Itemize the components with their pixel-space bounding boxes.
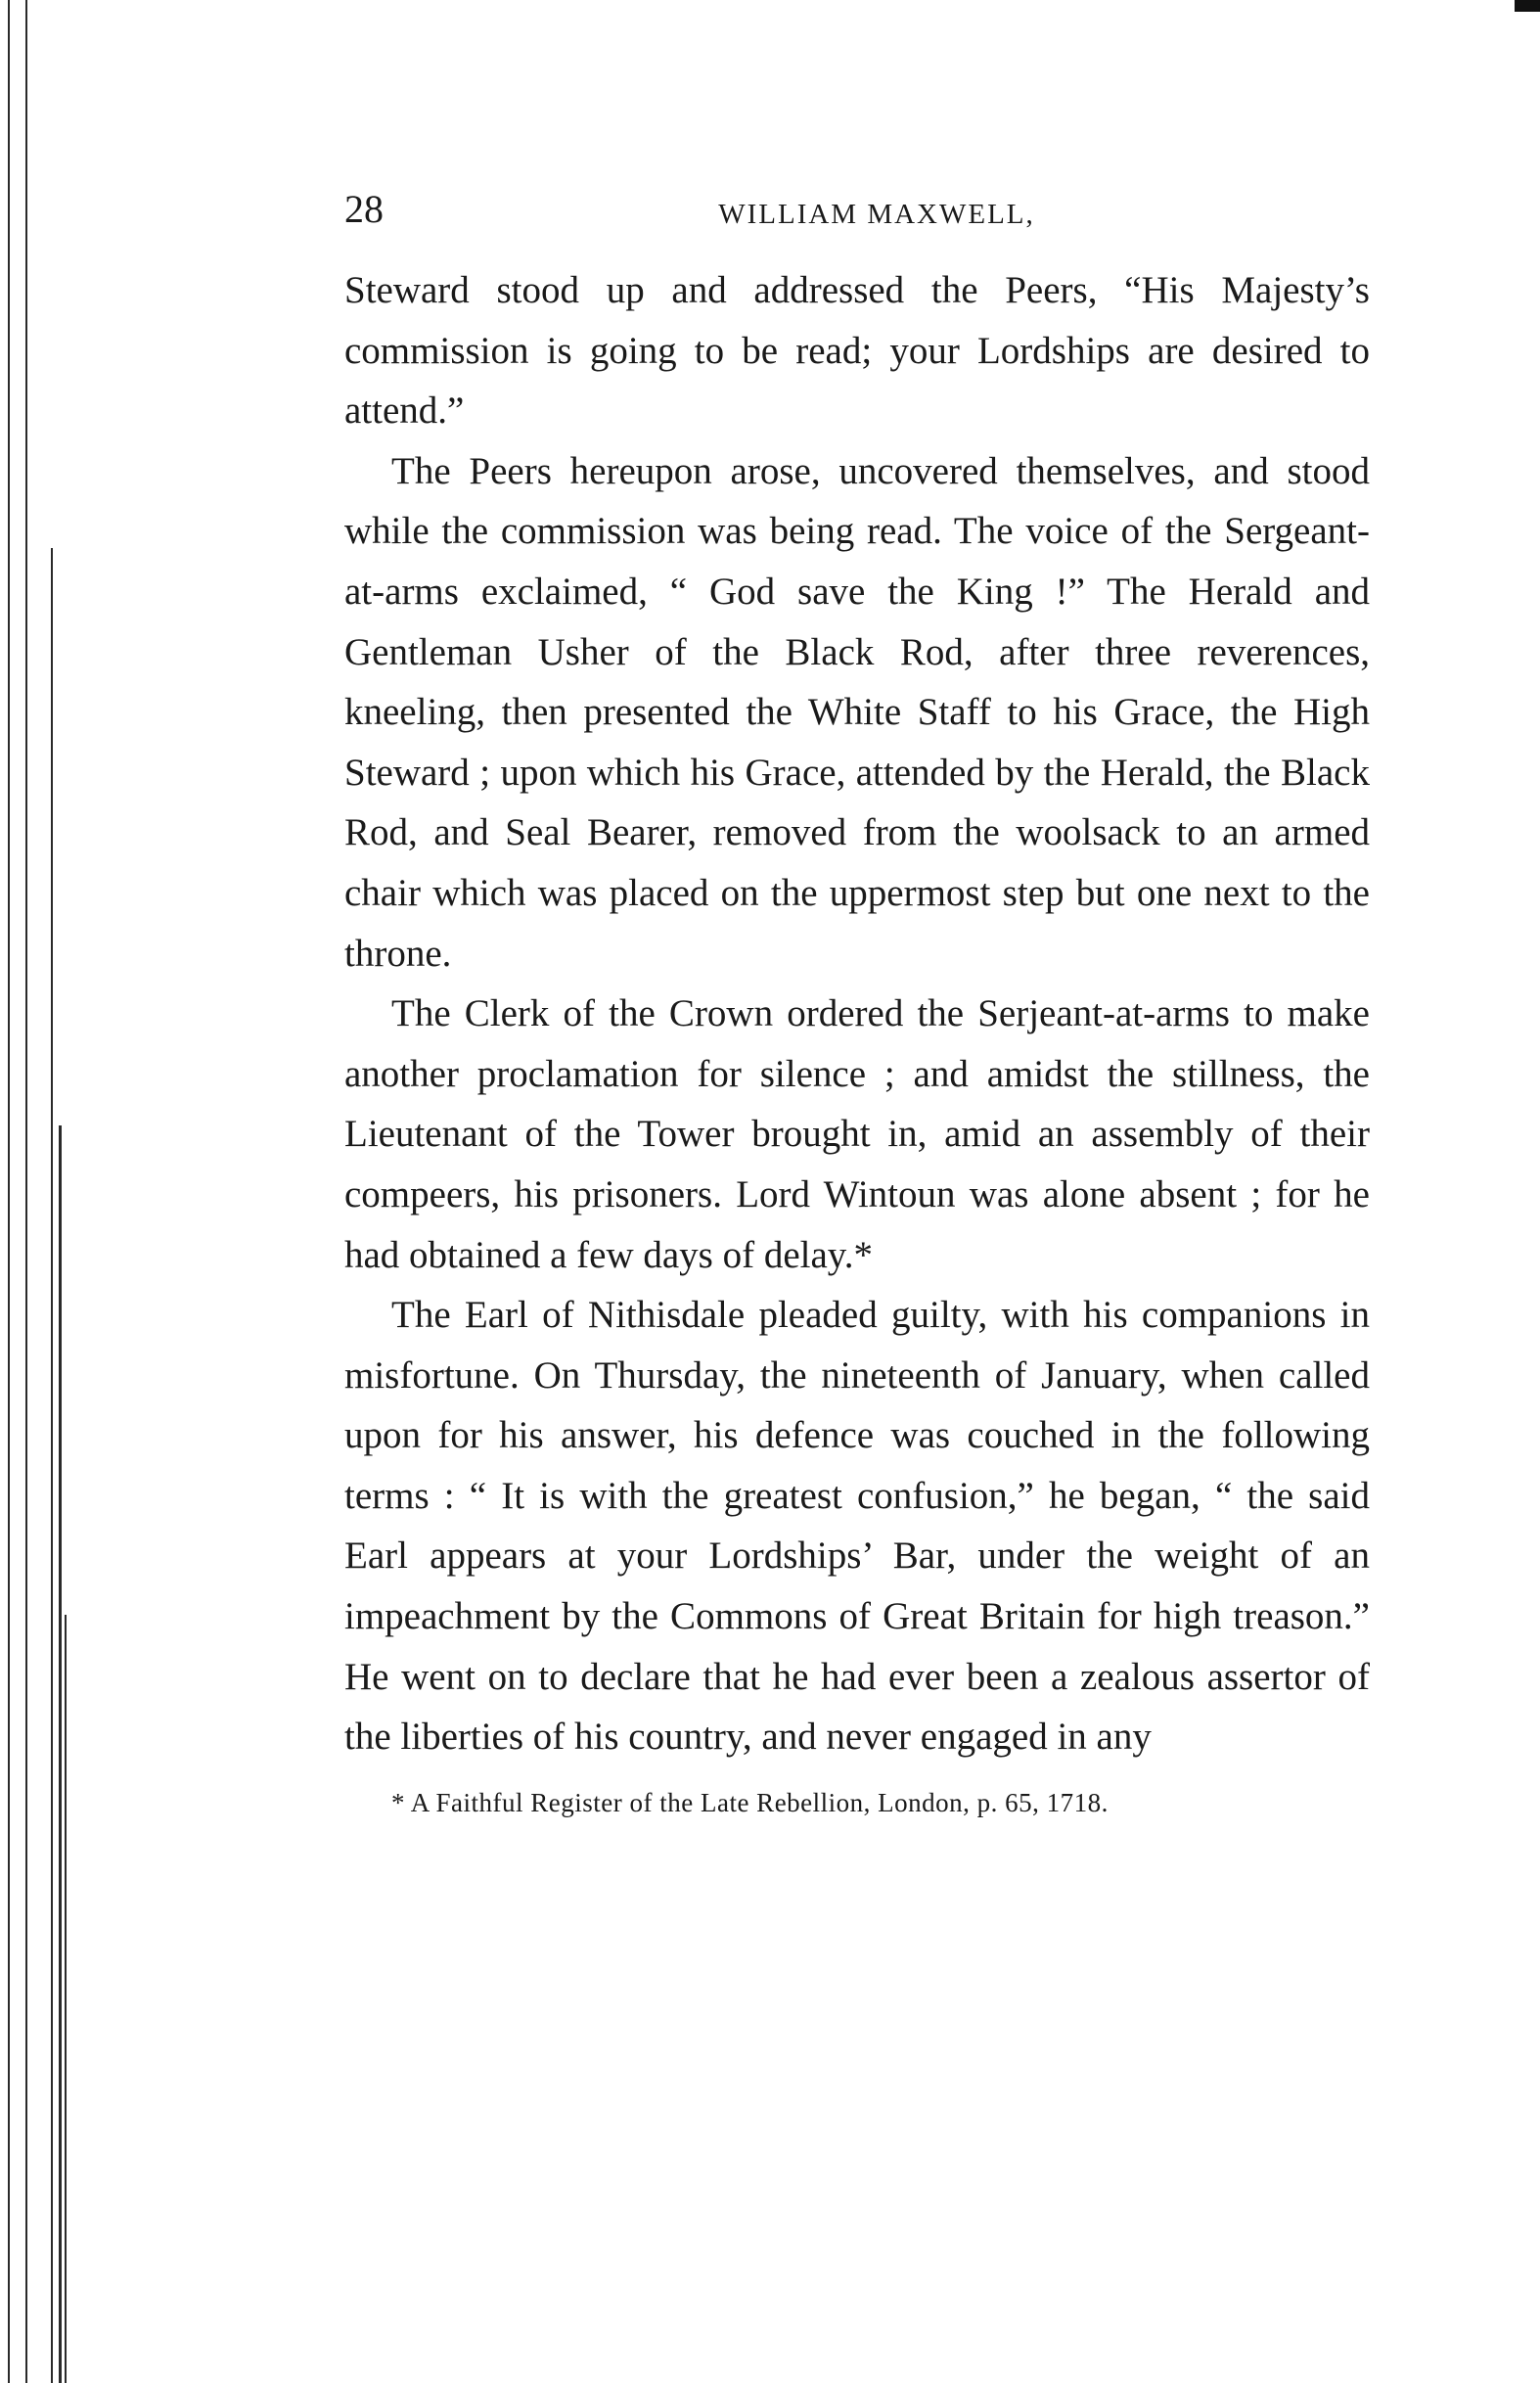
scan-corner-mark — [1515, 0, 1540, 12]
binding-edge-line — [25, 0, 27, 2383]
binding-edge-line — [8, 0, 10, 2383]
book-page — [344, 188, 1370, 1820]
paragraph: The Peers hereupon arose, uncovered themselves, and stood while the commission was being read. The voice of the Sergeant-at-arms exclaimed, “ God save the King !” The Herald and Gentleman Usher of the Black Rod, after three reverences, kneeling, then presented the White Staff to his Grace, the High Steward ; upon which his Grace, attended by the Herald, the Black Rod, and Seal Bearer, removed from the woolsack to an armed chair which was placed on the uppermost step but one next to the throne. — [344, 449, 1370, 975]
running-head — [344, 188, 1370, 245]
paragraph: The Earl of Nithisdale pleaded guilty, with his companions in misfortune. On Thursday, the nineteenth of January, when called upon for his answer, his defence was couched in the following terms : “ It is with the greatest confusion,” he began, “ the said Earl appears at your Lordships’ Bar, under the weight of an impeachment by the Commons of Great Britain for high treason.” He went on to declare that he had ever been a zealous assertor of the liberties of his country, and never engaged in any — [344, 1294, 1370, 1759]
binding-edge-line — [65, 1615, 67, 2383]
body-text — [344, 260, 1370, 1767]
binding-edge-line — [51, 548, 53, 2383]
running-title: WILLIAM MAXWELL, — [718, 199, 1035, 230]
paragraph: The Clerk of the Crown ordered the Serjeant-at-arms to make another proclamation for silence ; and amidst the stillness, the Lieutenant of the Tower brought in, amid an assembly of their compeers, his prisoners. Lord Wintoun was alone absent ; for he had obtained a few days of delay.* — [344, 992, 1370, 1276]
page-number: 28 — [344, 187, 384, 231]
footnote: * A Faithful Register of the Late Rebellion, London, p. 65, 1718. — [391, 1787, 1109, 1817]
paragraph: Steward stood up and addressed the Peers, “His Majesty’s commission is going to be read; your Lordships are desired to attend.” — [344, 269, 1370, 433]
binding-edge-line — [59, 1125, 62, 2383]
